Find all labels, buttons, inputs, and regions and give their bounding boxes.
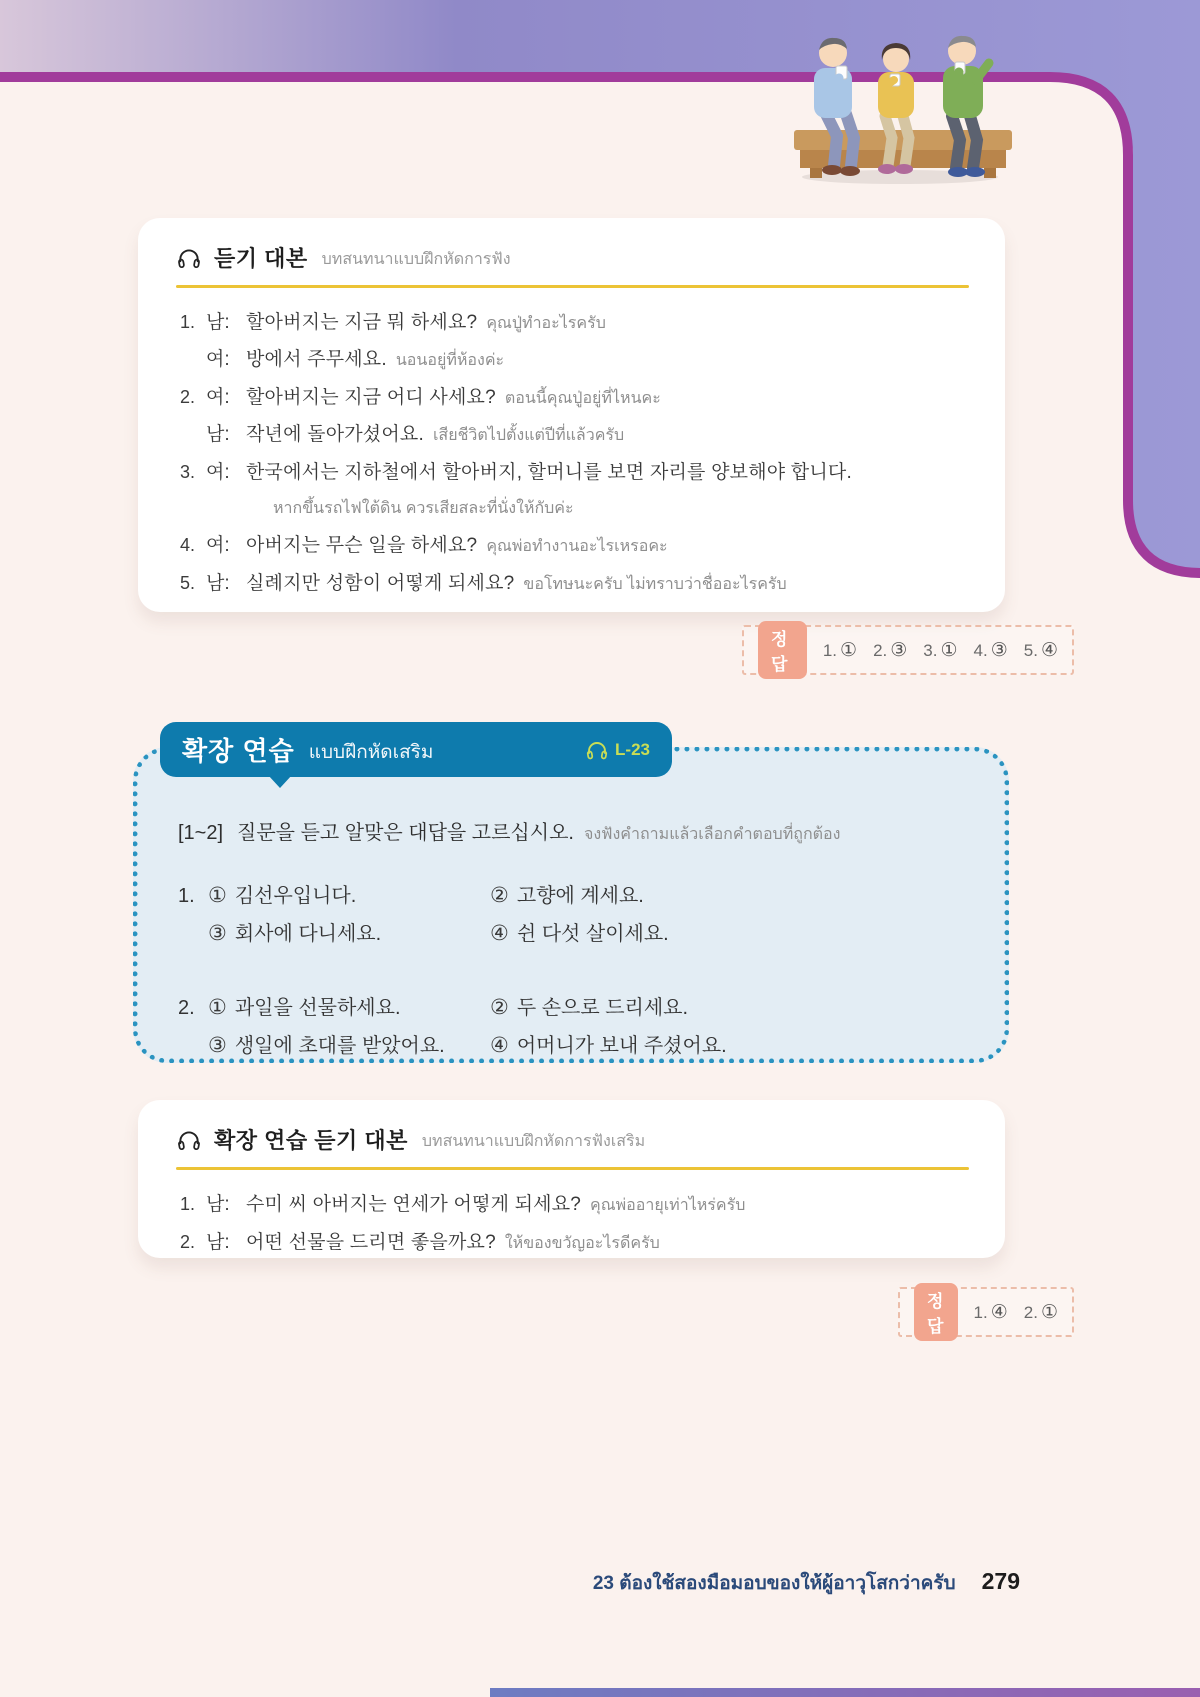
option: ① 김선우입니다.: [208, 884, 357, 907]
answer-item: 2. ③: [873, 639, 908, 661]
option: ③ 생일에 초대를 받았어요.: [208, 1034, 445, 1057]
card-subtitle-thai: บทสนทนาแบบฝึกหัดการฟังเสริม: [421, 1133, 646, 1150]
options-grid: [208, 993, 727, 1061]
expansion-script-card: [138, 1100, 1005, 1258]
answer-item: 2. ①: [1023, 1301, 1058, 1323]
dialogue-line: 1. 남: 할아버지는 지금 뭐 하세요? คุณปู่ทำอะไรครับ: [180, 312, 606, 333]
dialogue-line: 여: 방에서 주무세요. นอนอยู่ที่ห้องค่ะ: [206, 349, 505, 370]
page-number: 279: [981, 1568, 1020, 1594]
people-on-bench-illustration: [770, 16, 1020, 186]
answer-item: 1. ④: [973, 1301, 1008, 1323]
card-title: 듣기 대본: [214, 246, 308, 271]
dialogue-line-continuation: หากขึ้นรถไฟใต้ดิน ควรเสียสละที่นั่งให้กับค่ะ: [273, 500, 574, 517]
answer-item: 5. ④: [1023, 639, 1058, 661]
card-subtitle-thai: บทสนทนาแบบฝึกหัดการฟัง: [321, 251, 511, 268]
chapter-title: 23 ต้องใช้สองมือมอบของให้ผู้อาวุโสกว่าครับ: [592, 1573, 956, 1594]
question-2: 2. ① 과일을 선물하세요. ② 두 손으로 드리세요. ③ 생일에 초대를 받았어요. ④ 어머니가 보내 주셨어요.: [178, 993, 964, 1061]
dialogue-list: [138, 288, 1005, 603]
answer-item: 3. ①: [923, 639, 958, 661]
expansion-practice-tab: [160, 722, 672, 777]
headphone-icon: [176, 1127, 202, 1153]
option: ② 두 손으로 드리세요.: [490, 996, 689, 1019]
audio-track-label: L-23: [585, 738, 650, 762]
dialogue-line: 2. 남: 어떤 선물을 드리면 좋을까요? ให้ของขวัญอะไรดีครับ: [180, 1232, 660, 1253]
headphone-icon: [176, 245, 202, 271]
answer-box: [898, 1287, 1074, 1337]
tab-notch: [268, 775, 292, 788]
headphone-icon: [585, 738, 609, 762]
listening-script-card: [138, 218, 1005, 612]
answer-item: 4. ③: [973, 639, 1008, 661]
question-1: 1. ① 김선우입니다. ② 고향에 계세요. ③ 회사에 다니세요. ④ 쉰 다섯 살이세요.: [178, 881, 964, 949]
option: ④ 쉰 다섯 살이세요.: [490, 922, 669, 945]
answer-badge: 정답: [914, 1283, 958, 1341]
expansion-title: 확장 연습: [182, 736, 295, 766]
dialogue-line: 3. 여: 한국에서는 지하철에서 할아버지, 할머니를 보면 자리를 양보해야 합니다.: [180, 462, 852, 483]
dialogue-line: 4. 여: 아버지는 무슨 일을 하세요? คุณพ่อทำงานอะไรเหรอคะ: [180, 535, 668, 556]
dialogue-line: 남: 작년에 돌아가셨어요. เสียชีวิตไปตั้งแต่ปีที่แล้วครับ: [206, 424, 625, 445]
option: ① 과일을 선물하세요.: [208, 996, 401, 1019]
option: ③ 회사에 다니세요.: [208, 922, 382, 945]
listening-script-header: [138, 218, 1005, 273]
dialogue-line: 1. 남: 수미 씨 아버지는 연세가 어떻게 되세요? คุณพ่ออายุเท่าไหร่ครับ: [180, 1194, 746, 1215]
answer-badge: 정답: [758, 621, 807, 679]
answer-box: [742, 625, 1074, 675]
expansion-practice-box: [133, 747, 1009, 1063]
answer-item: 1. ①: [822, 639, 858, 661]
option: ④ 어머니가 보내 주셨어요.: [490, 1034, 727, 1057]
dialogue-line: 2. 여: 할아버지는 지금 어디 사세요? ตอนนี้คุณปู่อยู่ที่ไหนคะ: [180, 387, 661, 408]
bottom-gradient-strip: [490, 1688, 1200, 1697]
page-footer: [560, 1568, 1020, 1598]
expansion-subtitle-thai: แบบฝึกหัดเสริม: [308, 741, 434, 763]
expansion-script-header: [138, 1100, 1005, 1155]
options-grid: [208, 881, 669, 949]
card-title: 확장 연습 듣기 대본: [214, 1128, 408, 1153]
instruction: [1~2] 질문을 듣고 알맞은 대답을 고르십시오. จงฟังคำถามแล้วเลือกคำตอบที่ถูกต้อง: [178, 822, 841, 844]
option: ② 고향에 계세요.: [490, 884, 644, 907]
dialogue-line: 5. 남: 실례지만 성함이 어떻게 되세요? ขอโทษนะครับ ไม่ทราบว่าชื่ออะไรครับ: [180, 573, 787, 594]
dialogue-list: [138, 1170, 1005, 1262]
